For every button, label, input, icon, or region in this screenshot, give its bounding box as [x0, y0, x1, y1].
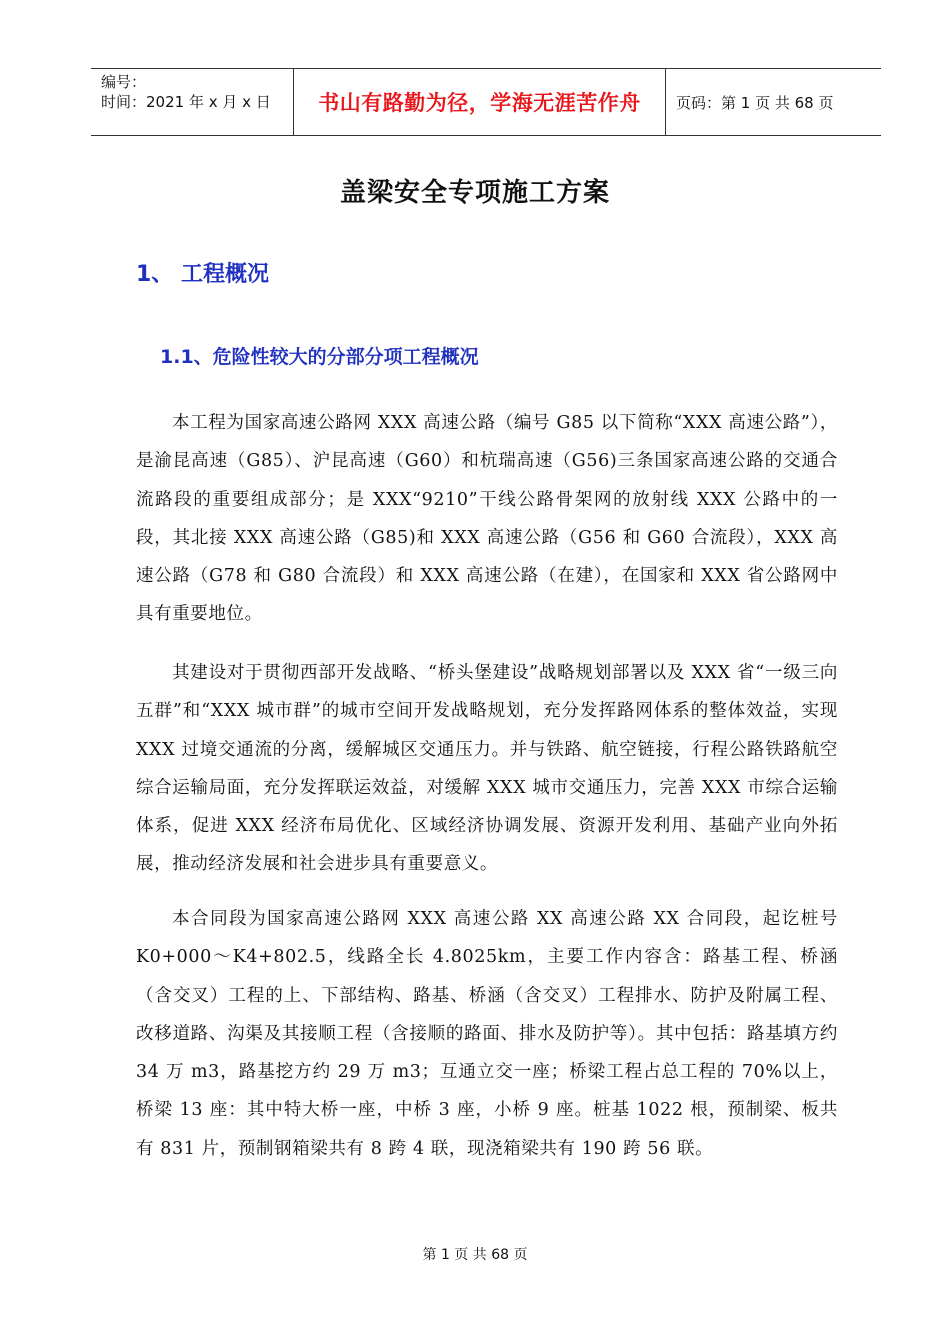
paragraph-1: 本工程为国家高速公路网 XXX 高速公路（编号 G85 以下简称“XXX 高速公路”），是渝昆高速（G85）、沪昆高速（G60）和杭瑞高速（G56)三条国家高速公路的交通合流路段的重要组成部分；是 XXX“9210”干线公路骨架网的放射线 XXX 公路中的一段，其北接 XXX 高速公路（G85)和 XXX 高速公路（G56 和 G60 合流段），XXX 高速公路（G78 和 G80 合流段）和 XXX 高速公路（在建），在国家和 XXX 省公路网中具有重要地位。	[136, 413, 838, 625]
header-motto: 书山有路勤为径，学海无涯苦作舟	[318, 91, 641, 115]
paragraph-3: 本合同段为国家高速公路网 XXX 高速公路 XX 高速公路 XX 合同段，起讫桩号 K0+000～K4+802.5，线路全长 4.8025km，主要工作内容含：路基工程、桥涵（含交叉）工程的上、下部结构、路基、桥涵（含交叉）工程排水、防护及附属工程、改移道路、沟渠及其接顺工程（含接顺的路面、排水及防护等）。其中包括：路基填方约 34 万 m3，路基挖方约 29 万 m3；互通立交一座；桥梁工程占总工程的 70%以上，桥梁 13 座：其中特大桥一座，中桥 3 座，小桥 9 座。桩基 1022 根，预制梁、板共有 831 片，预制钢箱梁共有 8 跨 4 联，现浇箱梁共有 190 跨 56 联。	[136, 909, 838, 1159]
page-header	[91, 68, 881, 136]
header-page-info: 页码：第 1 页 共 68 页	[676, 93, 834, 112]
document-title: 盖梁安全专项施工方案	[339, 178, 610, 208]
paragraph-2: 其建设对于贯彻西部开发战略、“桥头堡建设”战略规划部署以及 XXX 省“一级三向五群”和“XXX 城市群”的城市空间开发战略规划，充分发挥路网体系的整体效益，实现 XXX 过境交通流的分离，缓解城区交通压力。并与铁路、航空链接，行程公路铁路航空综合运输局面，充分发挥联运效益，对缓解 XXX 城市交通压力，完善 XXX 市综合运输体系，促进 XXX 经济布局优化、区域经济协调发展、资源开发利用、基础产业向外拓展，推动经济发展和社会进步具有重要意义。	[136, 663, 838, 875]
section-heading-1: 1、 工程概况	[136, 262, 269, 287]
page-footer: 第 1 页 共 68 页	[422, 1247, 528, 1263]
section-heading-1-1: 1.1、危险性较大的分部分项工程概况	[160, 346, 479, 368]
document-number-label: 编号：	[101, 73, 147, 91]
header-meta	[91, 69, 293, 135]
header-motto-cell	[293, 69, 666, 135]
document-time-label: 时间：2021 年 x 月 x 日	[101, 93, 271, 111]
